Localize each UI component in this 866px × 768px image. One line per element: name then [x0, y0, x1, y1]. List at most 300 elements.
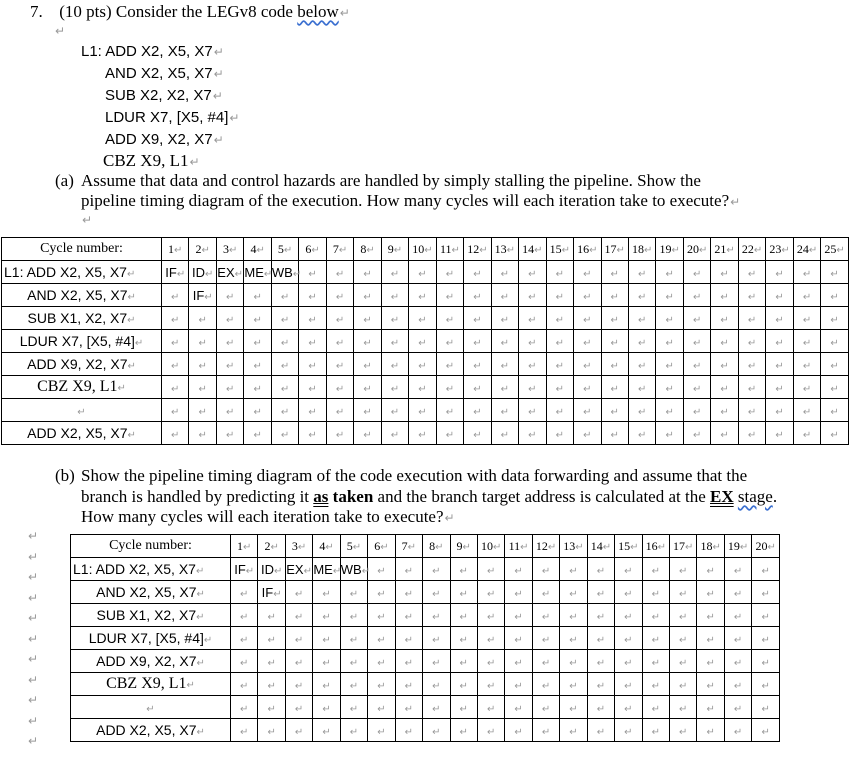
stage-cell[interactable]: [231, 719, 258, 742]
stage-cell[interactable]: [642, 650, 669, 673]
stage-cell[interactable]: [505, 604, 532, 627]
stage-cell[interactable]: [615, 581, 642, 604]
stage-cell[interactable]: [683, 284, 710, 307]
stage-cell[interactable]: [409, 284, 436, 307]
stage-cell[interactable]: [258, 627, 285, 650]
stage-cell[interactable]: [628, 399, 655, 422]
stage-cell[interactable]: [574, 330, 601, 353]
stage-cell[interactable]: [697, 627, 724, 650]
stage-cell[interactable]: [340, 719, 367, 742]
stage-cell[interactable]: [642, 627, 669, 650]
stage-cell[interactable]: [738, 307, 765, 330]
stage-cell[interactable]: [299, 399, 326, 422]
stage-cell[interactable]: [381, 261, 408, 284]
stage-cell[interactable]: [271, 353, 298, 376]
stage-cell[interactable]: [189, 330, 216, 353]
stage-cell[interactable]: [560, 581, 587, 604]
stage-cell[interactable]: [450, 696, 477, 719]
stage-cell[interactable]: [189, 399, 216, 422]
stage-cell[interactable]: [793, 330, 820, 353]
stage-cell[interactable]: [738, 376, 765, 399]
stage-cell[interactable]: [491, 399, 518, 422]
stage-cell[interactable]: [738, 330, 765, 353]
stage-cell[interactable]: [450, 719, 477, 742]
stage-cell[interactable]: [601, 353, 628, 376]
stage-cell[interactable]: [477, 673, 504, 696]
stage-cell[interactable]: [587, 696, 614, 719]
stage-cell[interactable]: [464, 261, 491, 284]
stage-cell[interactable]: [326, 399, 353, 422]
stage-cell[interactable]: [683, 330, 710, 353]
stage-cell[interactable]: [231, 581, 258, 604]
stage-cell[interactable]: [505, 673, 532, 696]
stage-cell[interactable]: [587, 558, 614, 581]
stage-cell[interactable]: [519, 376, 546, 399]
stage-cell[interactable]: [587, 673, 614, 696]
stage-cell[interactable]: [560, 604, 587, 627]
stage-cell[interactable]: [368, 650, 395, 673]
stage-cell[interactable]: [244, 261, 271, 284]
stage-cell[interactable]: [546, 284, 573, 307]
stage-cell[interactable]: [464, 284, 491, 307]
stage-cell[interactable]: [340, 581, 367, 604]
stage-cell[interactable]: [656, 330, 683, 353]
stage-cell[interactable]: [285, 650, 312, 673]
stage-cell[interactable]: [724, 719, 751, 742]
stage-cell[interactable]: [670, 696, 697, 719]
stage-cell[interactable]: [766, 399, 793, 422]
stage-cell[interactable]: [821, 284, 849, 307]
stage-cell[interactable]: [519, 307, 546, 330]
stage-cell[interactable]: [368, 558, 395, 581]
stage-cell[interactable]: [244, 284, 271, 307]
stage-cell[interactable]: [436, 422, 463, 445]
stage-cell[interactable]: [546, 422, 573, 445]
stage-cell[interactable]: [560, 627, 587, 650]
stage-cell[interactable]: [381, 353, 408, 376]
stage-cell[interactable]: [423, 604, 450, 627]
stage-cell[interactable]: [216, 399, 243, 422]
stage-cell[interactable]: [436, 353, 463, 376]
stage-cell[interactable]: [491, 330, 518, 353]
stage-cell[interactable]: [423, 558, 450, 581]
stage-cell[interactable]: [258, 581, 285, 604]
stage-cell[interactable]: [409, 353, 436, 376]
stage-cell[interactable]: [216, 376, 243, 399]
stage-cell[interactable]: [491, 422, 518, 445]
stage-cell[interactable]: [574, 284, 601, 307]
stage-cell[interactable]: [642, 581, 669, 604]
stage-cell[interactable]: [271, 261, 302, 284]
stage-cell[interactable]: [683, 422, 710, 445]
stage-cell[interactable]: [752, 673, 780, 696]
stage-cell[interactable]: [381, 376, 408, 399]
stage-cell[interactable]: [285, 604, 312, 627]
stage-cell[interactable]: [519, 399, 546, 422]
stage-cell[interactable]: [724, 673, 751, 696]
stage-cell[interactable]: [724, 627, 751, 650]
stage-cell[interactable]: [216, 353, 243, 376]
stage-cell[interactable]: [793, 284, 820, 307]
stage-cell[interactable]: [285, 719, 312, 742]
stage-cell[interactable]: [244, 399, 271, 422]
stage-cell[interactable]: [340, 627, 367, 650]
stage-cell[interactable]: [409, 307, 436, 330]
stage-cell[interactable]: [162, 261, 189, 284]
stage-cell[interactable]: [423, 696, 450, 719]
stage-cell[interactable]: [628, 422, 655, 445]
stage-cell[interactable]: [313, 627, 340, 650]
stage-cell[interactable]: [656, 353, 683, 376]
stage-cell[interactable]: [231, 650, 258, 673]
stage-cell[interactable]: [216, 284, 243, 307]
stage-cell[interactable]: [244, 330, 271, 353]
stage-cell[interactable]: [271, 284, 298, 307]
stage-cell[interactable]: [216, 307, 243, 330]
stage-cell[interactable]: [711, 330, 738, 353]
stage-cell[interactable]: [381, 399, 408, 422]
stage-cell[interactable]: [615, 604, 642, 627]
stage-cell[interactable]: [752, 650, 780, 673]
stage-cell[interactable]: [670, 650, 697, 673]
stage-cell[interactable]: [532, 719, 559, 742]
stage-cell[interactable]: [395, 627, 422, 650]
stage-cell[interactable]: [505, 696, 532, 719]
stage-cell[interactable]: [299, 284, 326, 307]
stage-cell[interactable]: [793, 261, 820, 284]
stage-cell[interactable]: [711, 353, 738, 376]
stage-cell[interactable]: [738, 422, 765, 445]
stage-cell[interactable]: [656, 422, 683, 445]
stage-cell[interactable]: [821, 376, 849, 399]
stage-cell[interactable]: [395, 581, 422, 604]
stage-cell[interactable]: [724, 696, 751, 719]
stage-cell[interactable]: [436, 261, 463, 284]
stage-cell[interactable]: [642, 719, 669, 742]
stage-cell[interactable]: [258, 673, 285, 696]
stage-cell[interactable]: [477, 650, 504, 673]
stage-cell[interactable]: [395, 719, 422, 742]
stage-cell[interactable]: [724, 581, 751, 604]
stage-cell[interactable]: [231, 673, 258, 696]
stage-cell[interactable]: [738, 353, 765, 376]
stage-cell[interactable]: [231, 627, 258, 650]
stage-cell[interactable]: [189, 284, 216, 307]
stage-cell[interactable]: [670, 604, 697, 627]
stage-cell[interactable]: [423, 719, 450, 742]
stage-cell[interactable]: [354, 353, 381, 376]
stage-cell[interactable]: [368, 673, 395, 696]
stage-cell[interactable]: [436, 284, 463, 307]
stage-cell[interactable]: [326, 353, 353, 376]
stage-cell[interactable]: [299, 376, 326, 399]
stage-cell[interactable]: [766, 422, 793, 445]
stage-cell[interactable]: [752, 627, 780, 650]
stage-cell[interactable]: [546, 353, 573, 376]
stage-cell[interactable]: [793, 399, 820, 422]
stage-cell[interactable]: [381, 330, 408, 353]
stage-cell[interactable]: [821, 261, 849, 284]
stage-cell[interactable]: [628, 284, 655, 307]
stage-cell[interactable]: [258, 719, 285, 742]
stage-cell[interactable]: [326, 330, 353, 353]
stage-cell[interactable]: [587, 650, 614, 673]
stage-cell[interactable]: [697, 673, 724, 696]
stage-cell[interactable]: [656, 261, 683, 284]
stage-cell[interactable]: [436, 376, 463, 399]
stage-cell[interactable]: [285, 627, 312, 650]
stage-cell[interactable]: [216, 261, 243, 284]
stage-cell[interactable]: [189, 422, 216, 445]
stage-cell[interactable]: [244, 376, 271, 399]
stage-cell[interactable]: [162, 284, 189, 307]
stage-cell[interactable]: [491, 261, 518, 284]
stage-cell[interactable]: [615, 719, 642, 742]
stage-cell[interactable]: [354, 307, 381, 330]
stage-cell[interactable]: [313, 673, 340, 696]
stage-cell[interactable]: [615, 673, 642, 696]
stage-cell[interactable]: [532, 673, 559, 696]
stage-cell[interactable]: [423, 650, 450, 673]
stage-cell[interactable]: [340, 604, 367, 627]
stage-cell[interactable]: [326, 261, 353, 284]
stage-cell[interactable]: [354, 330, 381, 353]
stage-cell[interactable]: [697, 696, 724, 719]
stage-cell[interactable]: [505, 650, 532, 673]
stage-cell[interactable]: [368, 581, 395, 604]
stage-cell[interactable]: [326, 284, 353, 307]
stage-cell[interactable]: [409, 261, 436, 284]
stage-cell[interactable]: [491, 284, 518, 307]
stage-cell[interactable]: [436, 399, 463, 422]
stage-cell[interactable]: [821, 330, 849, 353]
stage-cell[interactable]: [752, 558, 780, 581]
stage-cell[interactable]: [162, 307, 189, 330]
stage-cell[interactable]: [738, 284, 765, 307]
stage-cell[interactable]: [656, 284, 683, 307]
stage-cell[interactable]: [601, 261, 628, 284]
stage-cell[interactable]: [244, 422, 271, 445]
stage-cell[interactable]: [368, 604, 395, 627]
stage-cell[interactable]: [532, 558, 559, 581]
stage-cell[interactable]: [821, 399, 849, 422]
stage-cell[interactable]: [477, 604, 504, 627]
stage-cell[interactable]: [766, 376, 793, 399]
stage-cell[interactable]: [299, 422, 326, 445]
stage-cell[interactable]: [189, 376, 216, 399]
stage-cell[interactable]: [656, 376, 683, 399]
stage-cell[interactable]: [738, 261, 765, 284]
stage-cell[interactable]: [477, 558, 504, 581]
stage-cell[interactable]: [670, 627, 697, 650]
stage-cell[interactable]: [450, 627, 477, 650]
stage-cell[interactable]: [450, 558, 477, 581]
stage-cell[interactable]: [313, 558, 340, 581]
stage-cell[interactable]: [450, 604, 477, 627]
stage-cell[interactable]: [821, 353, 849, 376]
stage-cell[interactable]: [615, 627, 642, 650]
stage-cell[interactable]: [244, 353, 271, 376]
stage-cell[interactable]: [271, 399, 298, 422]
stage-cell[interactable]: [697, 719, 724, 742]
stage-cell[interactable]: [560, 673, 587, 696]
stage-cell[interactable]: [821, 307, 849, 330]
stage-cell[interactable]: [532, 696, 559, 719]
stage-cell[interactable]: [354, 376, 381, 399]
stage-cell[interactable]: [395, 650, 422, 673]
stage-cell[interactable]: [683, 399, 710, 422]
stage-cell[interactable]: [423, 627, 450, 650]
stage-cell[interactable]: [683, 376, 710, 399]
stage-cell[interactable]: [189, 261, 216, 284]
stage-cell[interactable]: [505, 581, 532, 604]
stage-cell[interactable]: [313, 650, 340, 673]
stage-cell[interactable]: [436, 307, 463, 330]
stage-cell[interactable]: [601, 399, 628, 422]
stage-cell[interactable]: [587, 604, 614, 627]
stage-cell[interactable]: [793, 422, 820, 445]
stage-cell[interactable]: [162, 330, 189, 353]
stage-cell[interactable]: [670, 719, 697, 742]
stage-cell[interactable]: [574, 307, 601, 330]
stage-cell[interactable]: [697, 558, 724, 581]
stage-cell[interactable]: [258, 558, 285, 581]
stage-cell[interactable]: [395, 673, 422, 696]
stage-cell[interactable]: [766, 261, 793, 284]
stage-cell[interactable]: [381, 284, 408, 307]
stage-cell[interactable]: [766, 307, 793, 330]
stage-cell[interactable]: [724, 604, 751, 627]
stage-cell[interactable]: [670, 558, 697, 581]
stage-cell[interactable]: [601, 376, 628, 399]
stage-cell[interactable]: [409, 422, 436, 445]
stage-cell[interactable]: [656, 399, 683, 422]
stage-cell[interactable]: [326, 376, 353, 399]
stage-cell[interactable]: [546, 376, 573, 399]
stage-cell[interactable]: [697, 581, 724, 604]
stage-cell[interactable]: [546, 399, 573, 422]
stage-cell[interactable]: [711, 422, 738, 445]
stage-cell[interactable]: [395, 558, 422, 581]
stage-cell[interactable]: [601, 284, 628, 307]
stage-cell[interactable]: [423, 673, 450, 696]
stage-cell[interactable]: [231, 604, 258, 627]
stage-cell[interactable]: [642, 696, 669, 719]
stage-cell[interactable]: [381, 307, 408, 330]
stage-cell[interactable]: [560, 650, 587, 673]
stage-cell[interactable]: [532, 650, 559, 673]
stage-cell[interactable]: [697, 650, 724, 673]
stage-cell[interactable]: [532, 604, 559, 627]
stage-cell[interactable]: [587, 627, 614, 650]
stage-cell[interactable]: [738, 399, 765, 422]
stage-cell[interactable]: [711, 261, 738, 284]
stage-cell[interactable]: [285, 696, 312, 719]
stage-cell[interactable]: [601, 307, 628, 330]
stage-cell[interactable]: [628, 376, 655, 399]
stage-cell[interactable]: [601, 330, 628, 353]
stage-cell[interactable]: [381, 422, 408, 445]
stage-cell[interactable]: [258, 604, 285, 627]
stage-cell[interactable]: [464, 307, 491, 330]
stage-cell[interactable]: [271, 376, 298, 399]
stage-cell[interactable]: [450, 673, 477, 696]
stage-cell[interactable]: [560, 558, 587, 581]
stage-cell[interactable]: [477, 696, 504, 719]
stage-cell[interactable]: [670, 581, 697, 604]
stage-cell[interactable]: [189, 353, 216, 376]
stage-cell[interactable]: [519, 353, 546, 376]
stage-cell[interactable]: [313, 604, 340, 627]
stage-cell[interactable]: [299, 353, 326, 376]
stage-cell[interactable]: [615, 558, 642, 581]
stage-cell[interactable]: [683, 307, 710, 330]
stage-cell[interactable]: [340, 696, 367, 719]
stage-cell[interactable]: [491, 307, 518, 330]
stage-cell[interactable]: [519, 284, 546, 307]
stage-cell[interactable]: [313, 581, 340, 604]
stage-cell[interactable]: [683, 353, 710, 376]
stage-cell[interactable]: [368, 696, 395, 719]
stage-cell[interactable]: [560, 719, 587, 742]
stage-cell[interactable]: [628, 261, 655, 284]
stage-cell[interactable]: [409, 376, 436, 399]
stage-cell[interactable]: [615, 696, 642, 719]
stage-cell[interactable]: [505, 558, 532, 581]
stage-cell[interactable]: [766, 353, 793, 376]
stage-cell[interactable]: [546, 261, 573, 284]
stage-cell[interactable]: [354, 422, 381, 445]
stage-cell[interactable]: [464, 399, 491, 422]
stage-cell[interactable]: [766, 284, 793, 307]
stage-cell[interactable]: [491, 376, 518, 399]
stage-cell[interactable]: [395, 604, 422, 627]
stage-cell[interactable]: [505, 627, 532, 650]
stage-cell[interactable]: [670, 673, 697, 696]
stage-cell[interactable]: [244, 307, 271, 330]
stage-cell[interactable]: [505, 719, 532, 742]
stage-cell[interactable]: [752, 696, 780, 719]
stage-cell[interactable]: [368, 627, 395, 650]
stage-cell[interactable]: [628, 330, 655, 353]
stage-cell[interactable]: [642, 558, 669, 581]
stage-cell[interactable]: [216, 330, 243, 353]
stage-cell[interactable]: [285, 673, 312, 696]
stage-cell[interactable]: [216, 422, 243, 445]
stage-cell[interactable]: [450, 650, 477, 673]
stage-cell[interactable]: [313, 719, 340, 742]
stage-cell[interactable]: [285, 581, 312, 604]
stage-cell[interactable]: [326, 422, 353, 445]
stage-cell[interactable]: [491, 353, 518, 376]
stage-cell[interactable]: [601, 422, 628, 445]
stage-cell[interactable]: [587, 581, 614, 604]
stage-cell[interactable]: [162, 399, 189, 422]
stage-cell[interactable]: [519, 422, 546, 445]
stage-cell[interactable]: [656, 307, 683, 330]
stage-cell[interactable]: [271, 422, 298, 445]
stage-cell[interactable]: [477, 719, 504, 742]
stage-cell[interactable]: [711, 284, 738, 307]
stage-cell[interactable]: [450, 581, 477, 604]
stage-cell[interactable]: [697, 604, 724, 627]
stage-cell[interactable]: [546, 330, 573, 353]
stage-cell[interactable]: [477, 581, 504, 604]
stage-cell[interactable]: [368, 719, 395, 742]
stage-cell[interactable]: [162, 376, 189, 399]
stage-cell[interactable]: [574, 422, 601, 445]
stage-cell[interactable]: [299, 330, 326, 353]
